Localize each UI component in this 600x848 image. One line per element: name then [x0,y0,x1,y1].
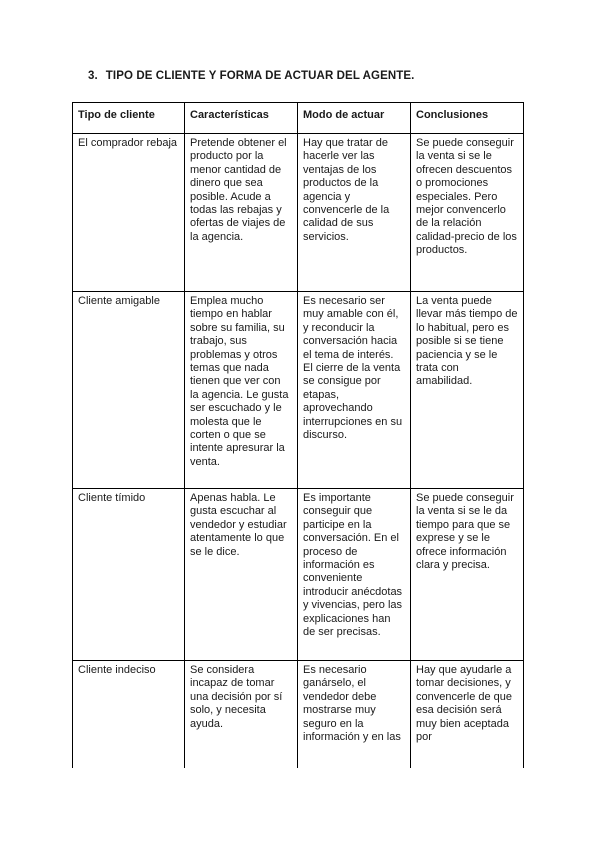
section-number: 3. [88,70,98,82]
cell-client-type: Cliente amigable [73,292,185,489]
cell-conclusions: Hay que ayudarle a tomar decisiones, y convencerle de que esa decisión será muy bien aceptada por [411,661,524,769]
client-types-table [72,102,524,768]
table-row [73,489,524,661]
table-row [73,661,524,769]
cell-how-to-act: Es necesario ganárselo, el vendedor debe mostrarse muy seguro en la información y en las [298,661,411,769]
header-caracteristicas: Características [185,103,298,134]
cell-how-to-act: Es importante conseguir que participe en la conversación. En el proceso de información es conveniente introducir anécdotas y vivencias, pero las explicaciones han de ser precisas. [298,489,411,661]
section-title: TIPO DE CLIENTE Y FORMA DE ACTUAR DEL AGENTE. [105,70,415,82]
cell-characteristics: Apenas habla. Le gusta escuchar al vendedor y estudiar atentamente lo que se le dice. [185,489,298,661]
section-heading [88,70,414,82]
cell-client-type: El comprador rebaja [73,134,185,292]
cell-conclusions: Se puede conseguir la venta si se le da tiempo para que se exprese y se le ofrece información clara y precisa. [411,489,524,661]
cell-characteristics: Emplea mucho tiempo en hablar sobre su familia, su trabajo, sus problemas y otros temas que nada tienen que ver con la agencia. Le gusta ser escuchado y le molesta que le corten o que se intente apresurar la venta. [185,292,298,489]
cell-client-type: Cliente tímido [73,489,185,661]
cell-conclusions: La venta puede llevar más tiempo de lo habitual, pero es posible si se tiene paciencia y se le trata con amabilidad. [411,292,524,489]
cell-conclusions: Se puede conseguir la venta si se le ofrecen descuentos o promociones especiales. Pero mejor convencerlo de la relación calidad-precio de los productos. [411,134,524,292]
cell-client-type: Cliente indeciso [73,661,185,769]
cell-how-to-act: Es necesario ser muy amable con él, y reconducir la conversación hacia el tema de interés. El cierre de la venta se consigue por etapas, aprovechando interrupciones en su discurso. [298,292,411,489]
header-conclusiones: Conclusiones [411,103,524,134]
table-header-row [73,103,524,134]
header-tipo-de-cliente: Tipo de cliente [73,103,185,134]
table-row [73,134,524,292]
header-modo-de-actuar: Modo de actuar [298,103,411,134]
cell-how-to-act: Hay que tratar de hacerle ver las ventajas de los productos de la agencia y convencerle de la calidad de sus servicios. [298,134,411,292]
cell-characteristics: Se considera incapaz de tomar una decisión por sí solo, y necesita ayuda. [185,661,298,769]
table-row [73,292,524,489]
cell-characteristics: Pretende obtener el producto por la menor cantidad de dinero que sea posible. Acude a todas las rebajas y ofertas de viajes de la agencia. [185,134,298,292]
